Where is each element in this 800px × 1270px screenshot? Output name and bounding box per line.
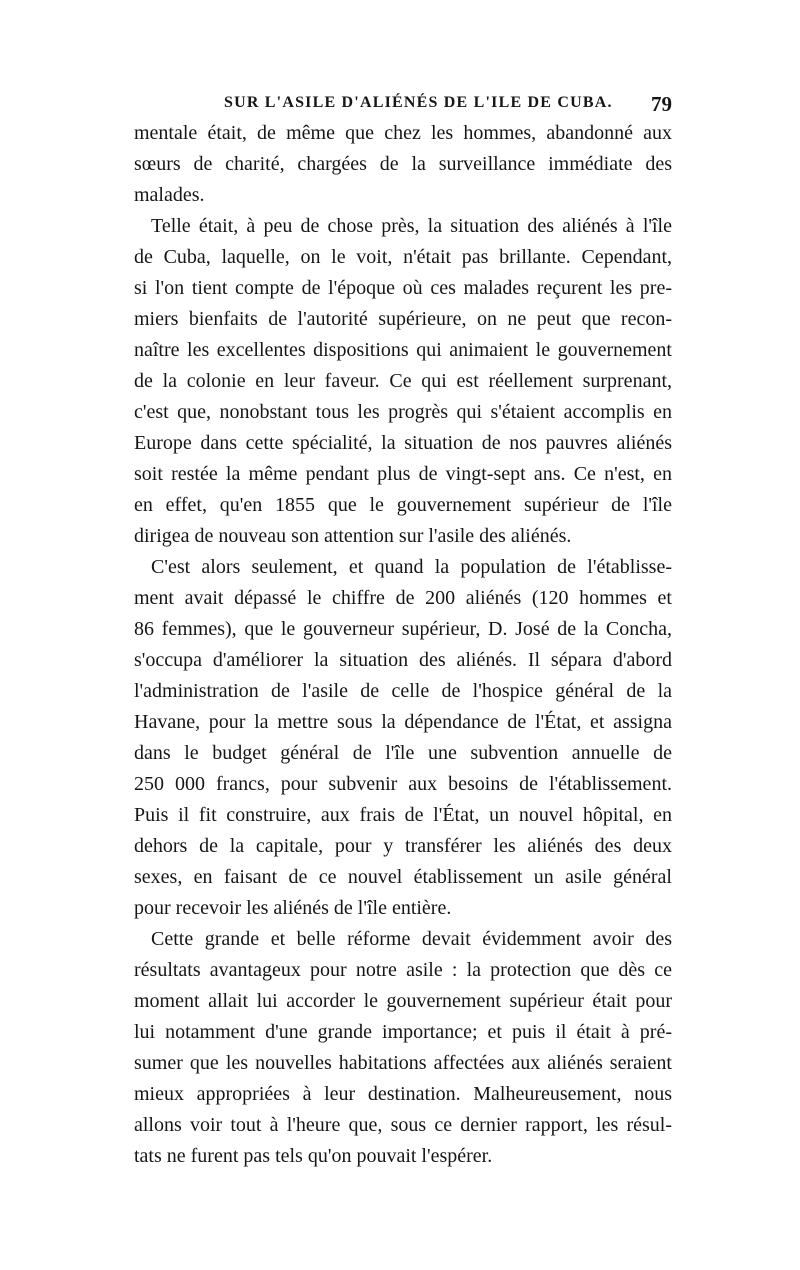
text-line: en effet, qu'en 1855 que le gouvernement supérieur de l'île [134,494,672,516]
text-line: Puis il fit construire, aux frais de l'État, un nouvel hôpital, en [134,804,672,826]
text-line: Europe dans cette spécialité, la situation de nos pauvres aliénés [134,432,672,454]
text-line: pour recevoir les aliénés de l'île entière. [134,897,452,919]
text-line: miers bienfaits de l'autorité supérieure, on ne peut que recon- [134,308,672,330]
text-line: dirigea de nouveau son attention sur l'asile des aliénés. [134,525,572,547]
text-line: Havane, pour la mettre sous la dépendance de l'État, et assigna [134,711,672,733]
text-line: dans le budget général de l'île une subvention annuelle de [134,742,672,764]
text-line: sœurs de charité, chargées de la surveillance immédiate des [134,153,672,175]
text-line: si l'on tient compte de l'époque où ces malades reçurent les pre- [134,277,672,299]
text-line: 86 femmes), que le gouverneur supérieur, D. José de la Concha, [134,618,672,640]
text-line: malades. [134,184,205,206]
text-line: lui notamment d'une grande importance; et puis il était à pré- [134,1021,672,1043]
text-line: soit restée la même pendant plus de vingt-sept ans. Ce n'est, en [134,463,672,485]
text-line: sexes, en faisant de ce nouvel établissement un asile général [134,866,672,888]
text-line: dehors de la capitale, pour y transférer les aliénés des deux [134,835,672,857]
running-title: SUR L'ASILE D'ALIÉNÉS DE L'ILE DE CUBA. [224,94,613,111]
text-line: naître les excellentes dispositions qui animaient le gouvernement [134,339,672,361]
text-line: s'occupa d'améliorer la situation des aliénés. Il sépara d'abord [134,649,672,671]
body-text [134,118,672,1172]
text-line: Telle était, à peu de chose près, la situation des aliénés à l'île [151,215,672,237]
text-line: tats ne furent pas tels qu'on pouvait l'espérer. [134,1145,493,1167]
text-line: résultats avantageux pour notre asile : la protection que dès ce [134,959,672,981]
page-number: 79 [651,92,672,116]
text-line: l'administration de l'asile de celle de l'hospice général de la [134,680,672,702]
text-line: sumer que les nouvelles habitations affectées aux aliénés seraient [134,1052,672,1074]
text-line: C'est alors seulement, et quand la population de l'établisse- [151,556,672,578]
text-line: 250 000 francs, pour subvenir aux besoins de l'établissement. [134,773,672,795]
text-line: de Cuba, laquelle, on le voit, n'était pas brillante. Cependant, [134,246,672,268]
text-line: c'est que, nonobstant tous les progrès qui s'étaient accomplis en [134,401,672,423]
text-line: allons voir tout à l'heure que, sous ce dernier rapport, les résul- [134,1114,672,1136]
text-line: de la colonie en leur faveur. Ce qui est réellement surprenant, [134,370,672,392]
text-line: mentale était, de même que chez les hommes, abandonné aux [134,122,672,144]
text-line: ment avait dépassé le chiffre de 200 aliénés (120 hommes et [134,587,672,609]
text-line: Cette grande et belle réforme devait évidemment avoir des [151,928,672,950]
text-line: mieux appropriées à leur destination. Malheureusement, nous [134,1083,672,1105]
text-line: moment allait lui accorder le gouvernement supérieur était pour [134,990,672,1012]
